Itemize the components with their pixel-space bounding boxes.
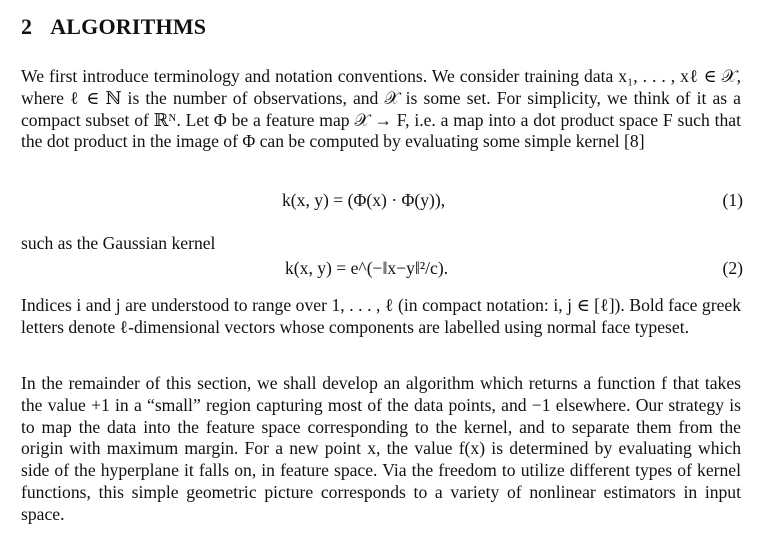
equation-2-expression: k(x, y) = e^(−‖x−y‖²/c). xyxy=(285,258,449,278)
indices-paragraph: Indices i and j are understood to range over 1, . . . , ℓ (in compact notation: i, j ∈ [ℓ]). Bold face greek letters denote ℓ-dimensional vectors whose components are labelled using normal face typeset. xyxy=(21,295,741,337)
equation-2-number: (2) xyxy=(722,258,743,278)
gaussian-intro-text: such as the Gaussian kernel xyxy=(21,233,216,253)
equation-1-number: (1) xyxy=(722,190,743,210)
section-title: ALGORITHMS xyxy=(50,14,207,39)
section-number: 2 xyxy=(21,14,33,39)
equation-1-expression: k(x, y) = (Φ(x) · Φ(y)), xyxy=(282,190,446,210)
strategy-paragraph: In the remainder of this section, we shall develop an algorithm which returns a function f that takes the value +1 in a “small” region capturing most of the data points, and −1 elsewhere. Our strategy is to map the data into the feature space corresponding to the kernel, and to separate them from the origin with maximum margin. For a new point x, the value f(x) is determined by evaluating which side of the hyperplane it falls on, in feature space. Via the freedom to utilize different types of kernel functions, this simple geometric picture corresponds to a variety of nonlinear estimators in input space. xyxy=(21,373,741,524)
section-heading xyxy=(21,14,206,40)
intro-paragraph: We first introduce terminology and notation conventions. We consider training data x₁, . . . , xℓ ∈ 𝒳, where ℓ ∈ ℕ is the number of observations, and 𝒳 is some set. For simplicity, we think of it as a compact subset of ℝᴺ. Let Φ be a feature map 𝒳 → F, i.e. a map into a dot product space F such that the dot product in the image of Φ can be computed by evaluating some simple kernel [8] xyxy=(21,66,741,152)
